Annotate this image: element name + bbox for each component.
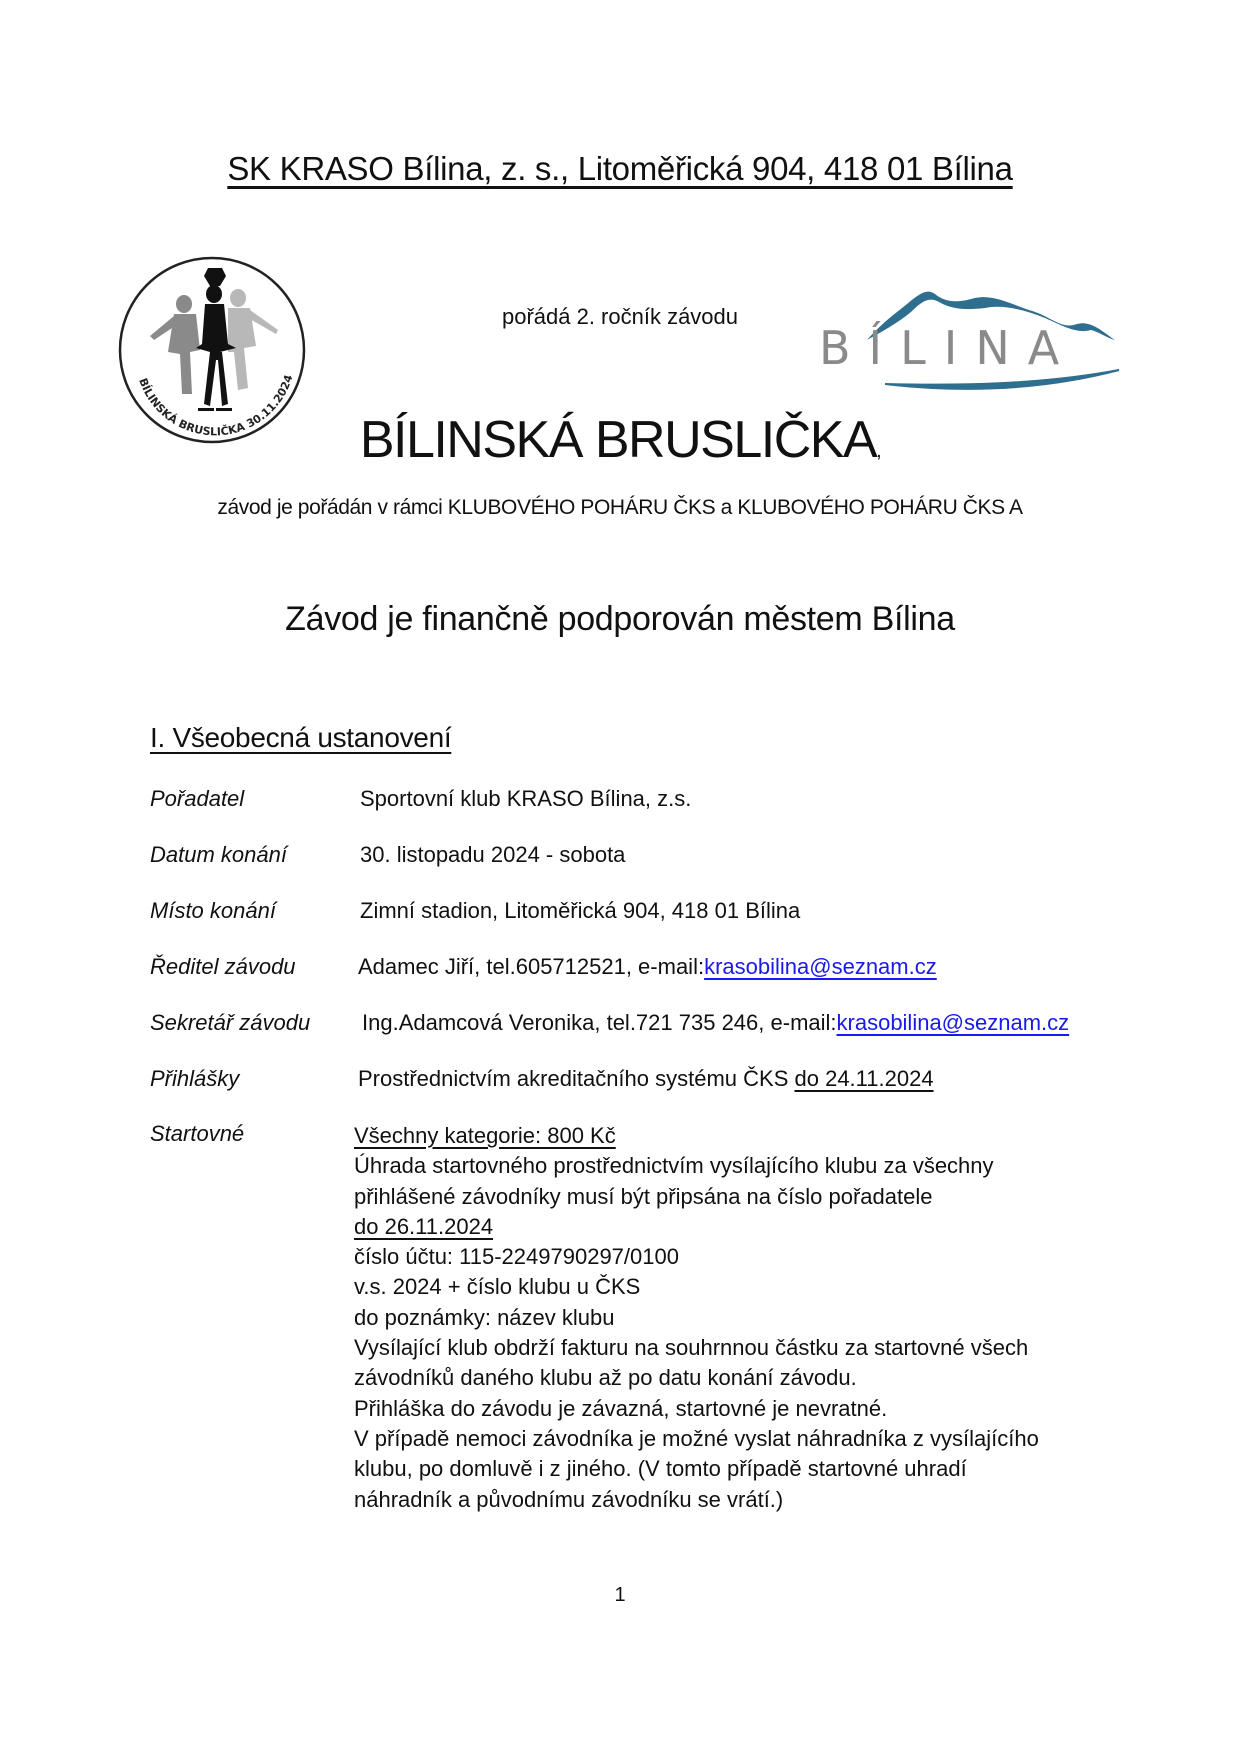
registration-text: Prostřednictvím akreditačního systému ČKS	[358, 1066, 795, 1091]
registration-value	[358, 1066, 934, 1092]
fee-line: klubu, po domluvě i z jiného. (V tomto případě startovné uhradí	[354, 1456, 967, 1482]
secretary-value	[362, 1010, 1069, 1036]
event-name-comma: ,	[876, 440, 881, 462]
bilina-logo-text: BÍLINA	[819, 321, 1078, 375]
date-value: 30. listopadu 2024 - sobota	[360, 842, 626, 867]
fee-deadline: do 26.11.2024	[354, 1213, 494, 1239]
fee-line: Vysílající klub obdrží fakturu na souhrnnou částku za startovné všech	[354, 1335, 1029, 1361]
club-logo-text: BÍLINSKÁ BRUSLIČKA 30.11.2024	[136, 373, 296, 439]
fee-note: do poznámky: název klubu	[354, 1304, 615, 1330]
organizer-label: Pořadatel	[150, 786, 245, 811]
event-title	[0, 410, 1240, 470]
registration-deadline: do 24.11.2024	[794, 1066, 934, 1091]
fee-line: závodníků daného klubu až po datu konání závodu.	[354, 1365, 857, 1391]
section-title: I. Všeobecná ustanovení	[150, 722, 452, 753]
director-value	[358, 954, 937, 980]
fee-variable-symbol: v.s. 2024 + číslo klubu u ČKS	[354, 1274, 641, 1300]
date-label: Datum konání	[150, 842, 287, 867]
director-label: Ředitel závodu	[150, 954, 296, 979]
page-number: 1	[614, 1584, 626, 1606]
cup-line: závod je pořádán v rámci KLUBOVÉHO POHÁRU ČKS a KLUBOVÉHO POHÁRU ČKS A	[217, 496, 1023, 519]
fee-line: náhradník a původnímu závodníku se vrátí.)	[354, 1486, 784, 1512]
page-header: SK KRASO Bílina, z. s., Litoměřická 904, 418 01 Bílina	[227, 150, 1013, 187]
event-name: BÍLINSKÁ BRUSLIČKA	[359, 411, 877, 469]
venue-label: Místo konání	[150, 898, 276, 923]
fee-details	[354, 1121, 1114, 1515]
director-contact: Adamec Jiří, tel.605712521, e-mail:	[358, 954, 705, 979]
bilina-city-logo	[815, 280, 1135, 400]
fee-line: Úhrada startovného prostřednictvím vysílajícího klubu za všechny	[354, 1153, 994, 1179]
fee-label: Startovné	[150, 1121, 245, 1146]
secretary-label: Sekretář závodu	[150, 1010, 311, 1035]
fee-all-categories: Všechny kategorie: 800 Kč	[354, 1123, 616, 1148]
organizer-value: Sportovní klub KRASO Bílina, z.s.	[360, 786, 692, 811]
venue-value: Zimní stadion, Litoměřická 904, 418 01 Bílina	[360, 898, 801, 923]
secretary-email-link[interactable]: krasobilina@seznam.cz	[836, 1010, 1070, 1035]
secretary-contact: Ing.Adamcová Veronika, tel.721 735 246, e-mail:	[362, 1010, 837, 1035]
fee-line: přihlášené závodníky musí být připsána na číslo pořadatele	[354, 1183, 933, 1209]
director-email-link[interactable]: krasobilina@seznam.cz	[704, 954, 937, 979]
fee-line: V případě nemoci závodníka je možné vyslat náhradníka z vysílajícího	[354, 1425, 1039, 1451]
fee-binding: Přihláška do závodu je závazná, startovné je nevratné.	[354, 1395, 888, 1421]
support-line: Závod je finančně podporován městem Bílina	[285, 600, 955, 638]
organizes-line: pořádá 2. ročník závodu	[501, 304, 739, 329]
registration-label: Přihlášky	[150, 1066, 240, 1091]
fee-account: číslo účtu: 115-2249790297/0100	[354, 1244, 679, 1270]
